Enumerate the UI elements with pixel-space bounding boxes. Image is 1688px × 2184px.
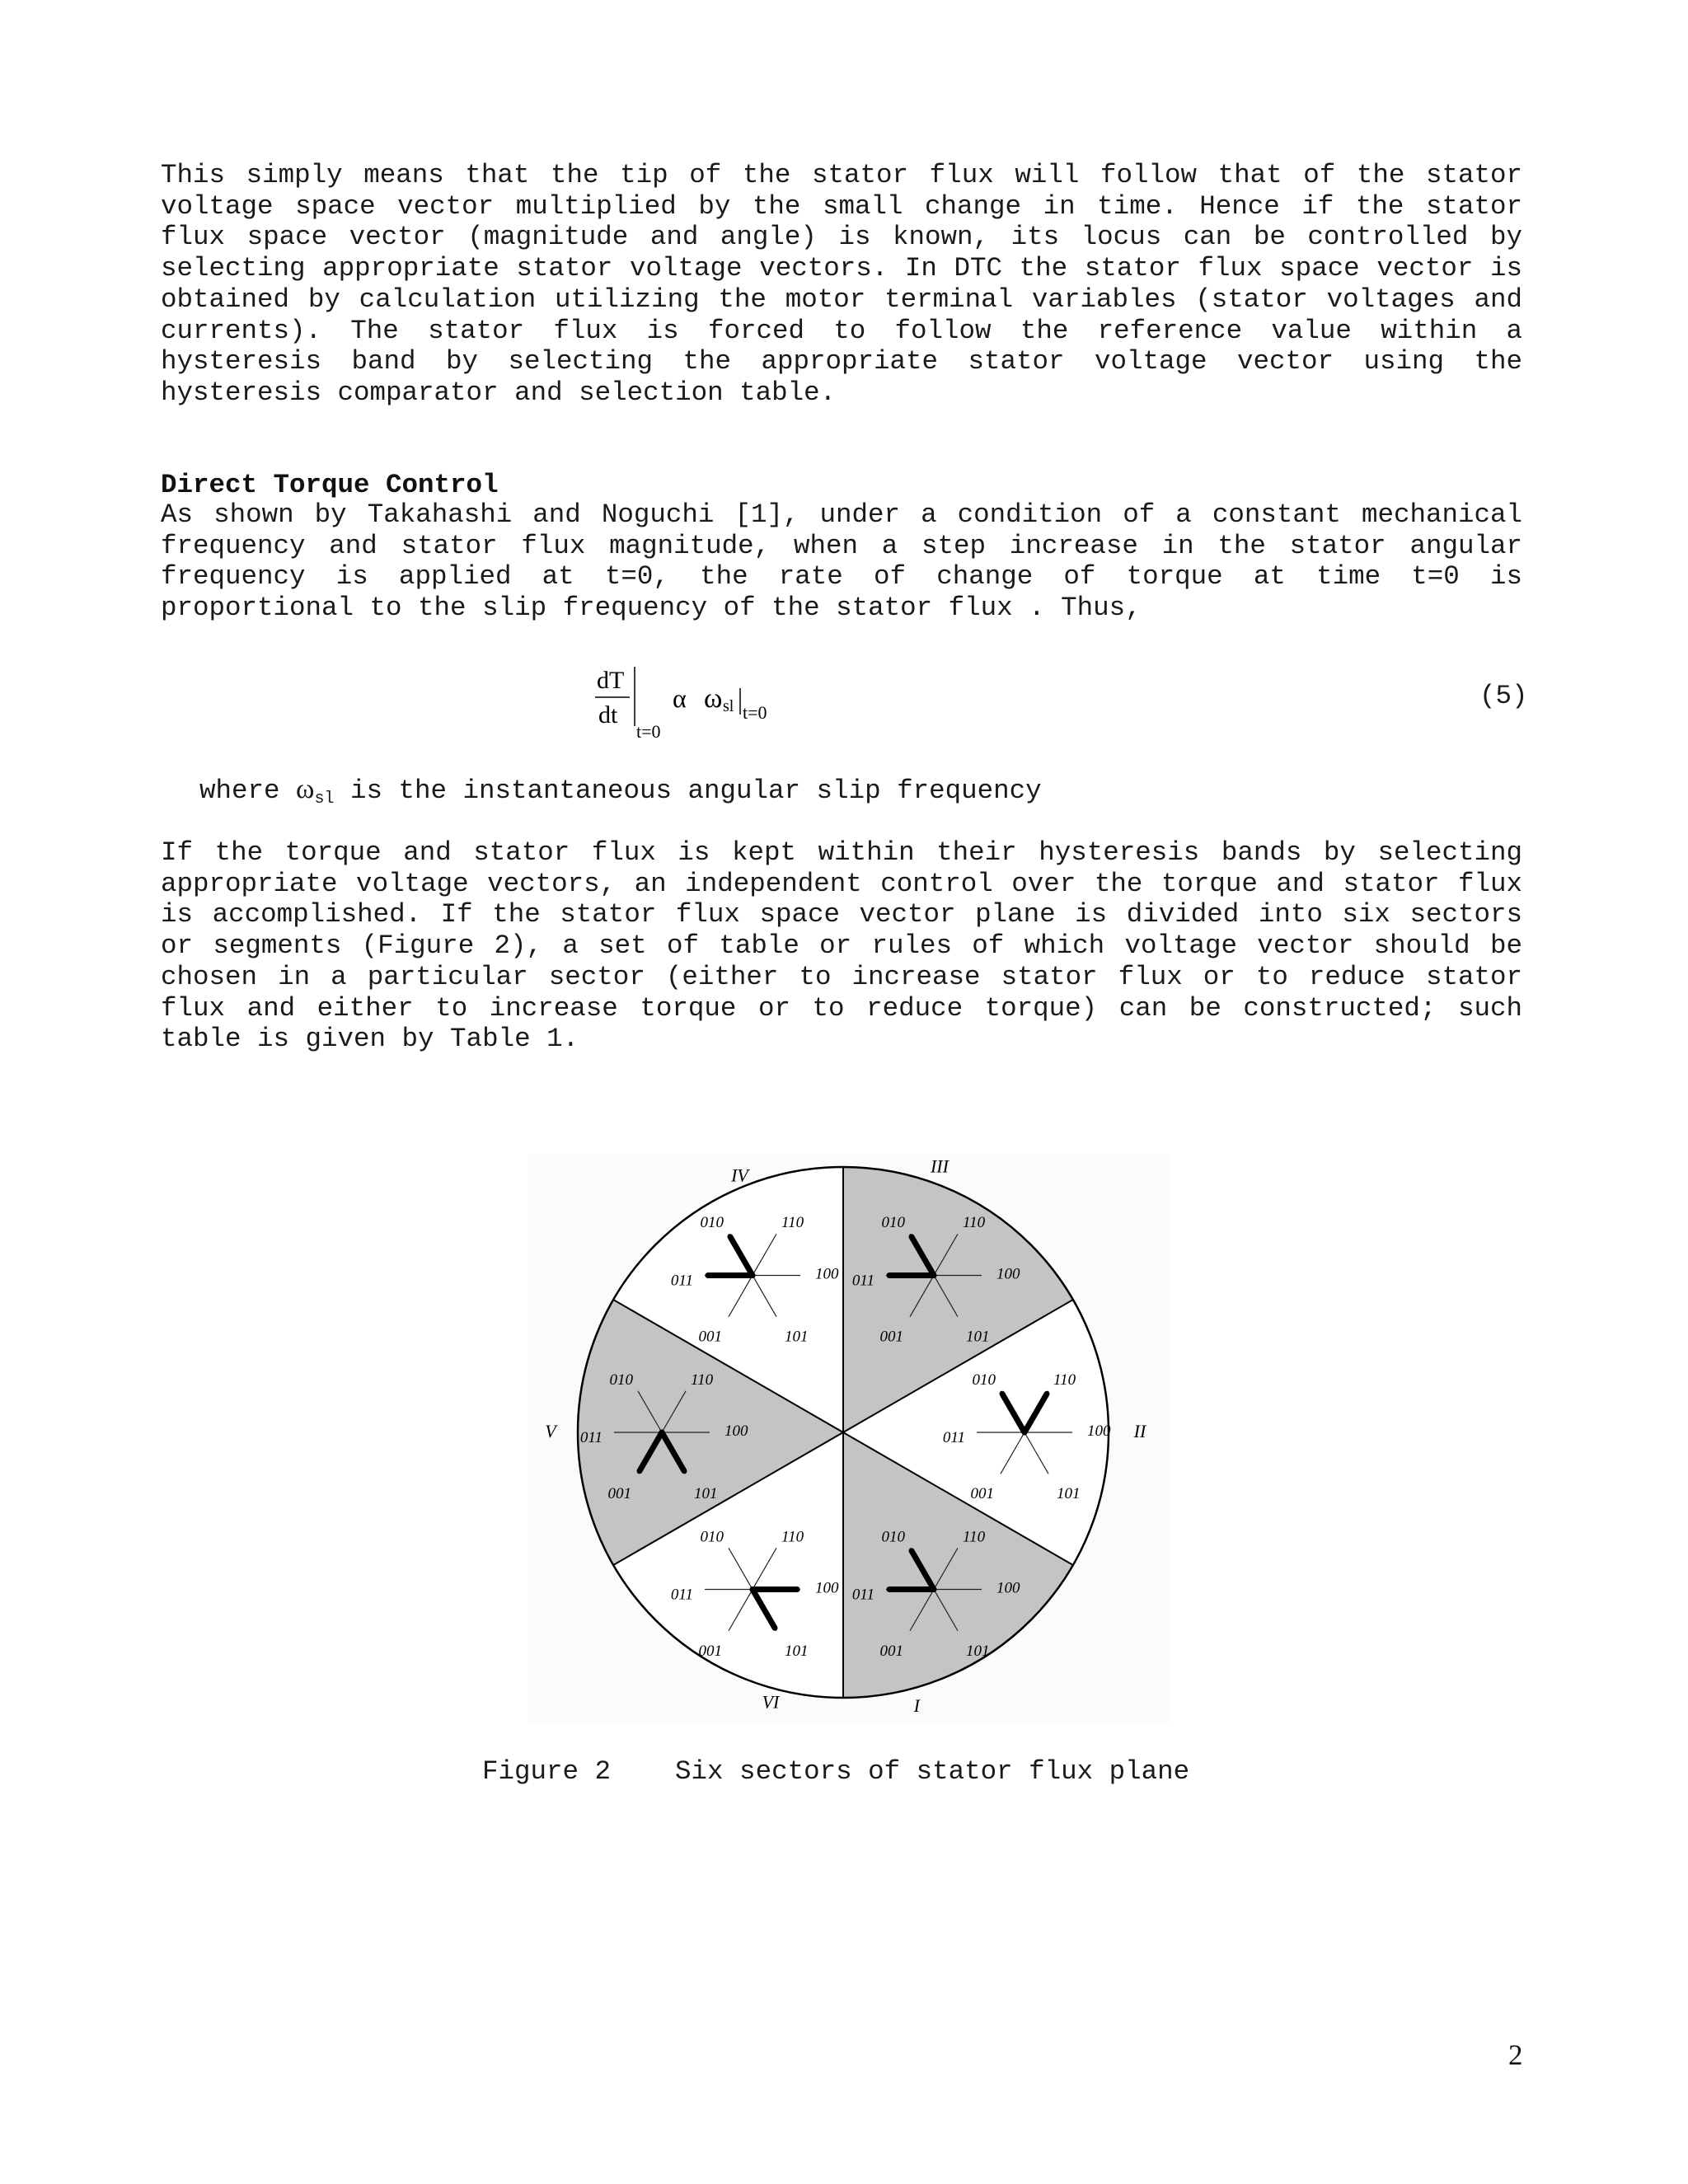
vector-label: 100 [815,1265,839,1283]
vector-label: 101 [966,1328,990,1346]
sector-label-III: III [930,1155,949,1177]
vector-label: 011 [851,1586,874,1604]
vector-label: 001 [698,1328,722,1346]
sector-label-VI: VI [762,1691,780,1713]
caption-number: Figure 2 [482,1756,612,1787]
vector-label: 110 [691,1371,714,1389]
vector-label: 010 [609,1371,633,1389]
vector-label: 010 [700,1214,724,1232]
vector-label: 101 [785,1328,809,1346]
vector-label: 100 [1087,1422,1111,1440]
eq-eval-left: t=0 [636,721,661,742]
equation-number: (5) [1479,681,1528,711]
where-omega-sub: sl [314,790,335,808]
eq-omega: ω [704,683,723,714]
vector-label: 101 [694,1485,718,1503]
sector-label-V: V [545,1421,556,1441]
vector-label: 110 [963,1214,986,1232]
vector-label: 011 [670,1272,693,1290]
where-suffix: is the instantaneous angular slip frequency [349,776,1042,806]
vector-label: 110 [781,1528,804,1546]
vector-label: 100 [724,1422,748,1440]
vector-label: 010 [881,1528,905,1546]
vector-label: 101 [966,1642,990,1660]
eq-denominator: dt [598,701,618,729]
section-heading: Direct Torque Control [161,470,499,500]
vector-label: 100 [815,1579,839,1597]
vector-label: 011 [579,1429,603,1446]
vector-label: 011 [851,1272,874,1290]
figure-caption [482,1756,1189,1787]
eq-proportional: α [673,683,687,713]
vector-label: 011 [942,1429,965,1446]
vector-label: 011 [670,1586,693,1604]
vector-label: 001 [698,1642,722,1660]
vector-label: 110 [963,1528,986,1546]
eq-numerator: dT [597,667,625,694]
paragraph-stator-flux: This simply means that the tip of the stator flux will follow that of the stator voltage space vector multiplied by the small change in time. Hence if the stator flux space vector (magnitude and angle) is known, its locus can be controlled by selecting appropriate stator voltage vectors. In DTC the stator flux space vector is obtained by calculation utilizing the motor terminal variables (stator voltages and currents). The stator flux is forced to follow the reference value within a hysteresis band by selecting the appropriate stator voltage vector using the hysteresis comparator and selection table. [161,160,1522,408]
vector-label: 001 [970,1485,994,1503]
vector-label: 001 [879,1642,903,1660]
vector-label: 110 [781,1214,804,1232]
vector-label: 110 [1053,1371,1076,1389]
six-sector-figure [528,1154,1170,1722]
where-omega: ω [296,774,315,804]
caption-text: Six sectors of stator flux plane [675,1756,1190,1787]
vector-label: 010 [700,1528,724,1546]
vector-label: 010 [972,1371,996,1389]
vector-label: 101 [1057,1485,1081,1503]
where-prefix: where [199,776,280,806]
vector-label: 001 [879,1328,903,1346]
vector-label: 100 [996,1265,1020,1283]
page-number: 2 [1508,2039,1523,2071]
sector-label-II: II [1133,1421,1146,1441]
vector-label: 001 [607,1485,631,1503]
equation-5 [593,663,808,746]
eq-omega-sub: sl [723,697,734,715]
vector-label: 101 [785,1642,809,1660]
vector-label: 010 [881,1214,905,1232]
vector-label: 100 [996,1579,1020,1597]
sector-label-IV: IV [731,1165,748,1186]
sector-label-I: I [913,1695,920,1717]
paragraph-hysteresis: If the torque and stator flux is kept within their hysteresis bands by selecting appropriate voltage vectors, an independent control over the torque and stator flux is accomplished. If the stator flux space vector plane is divided into six sectors or segments (Figure 2), a set of table or rules of which voltage vector should be chosen in a particular sector (either to increase stator flux or to reduce stator flux and either to increase torque or to reduce torque) can be constructed; such table is given by Table 1. [161,837,1522,1055]
eq-eval-right: t=0 [743,702,767,723]
paragraph-takahashi: As shown by Takahashi and Noguchi [1], under a condition of a constant mechanical frequency and stator flux magnitude, when a step increase in the stator angular frequency is applied at t=0, the rate of change of torque at time t=0 is proportional to the slip frequency of the stator flux . Thus, [161,499,1522,624]
where-line [199,774,1042,806]
